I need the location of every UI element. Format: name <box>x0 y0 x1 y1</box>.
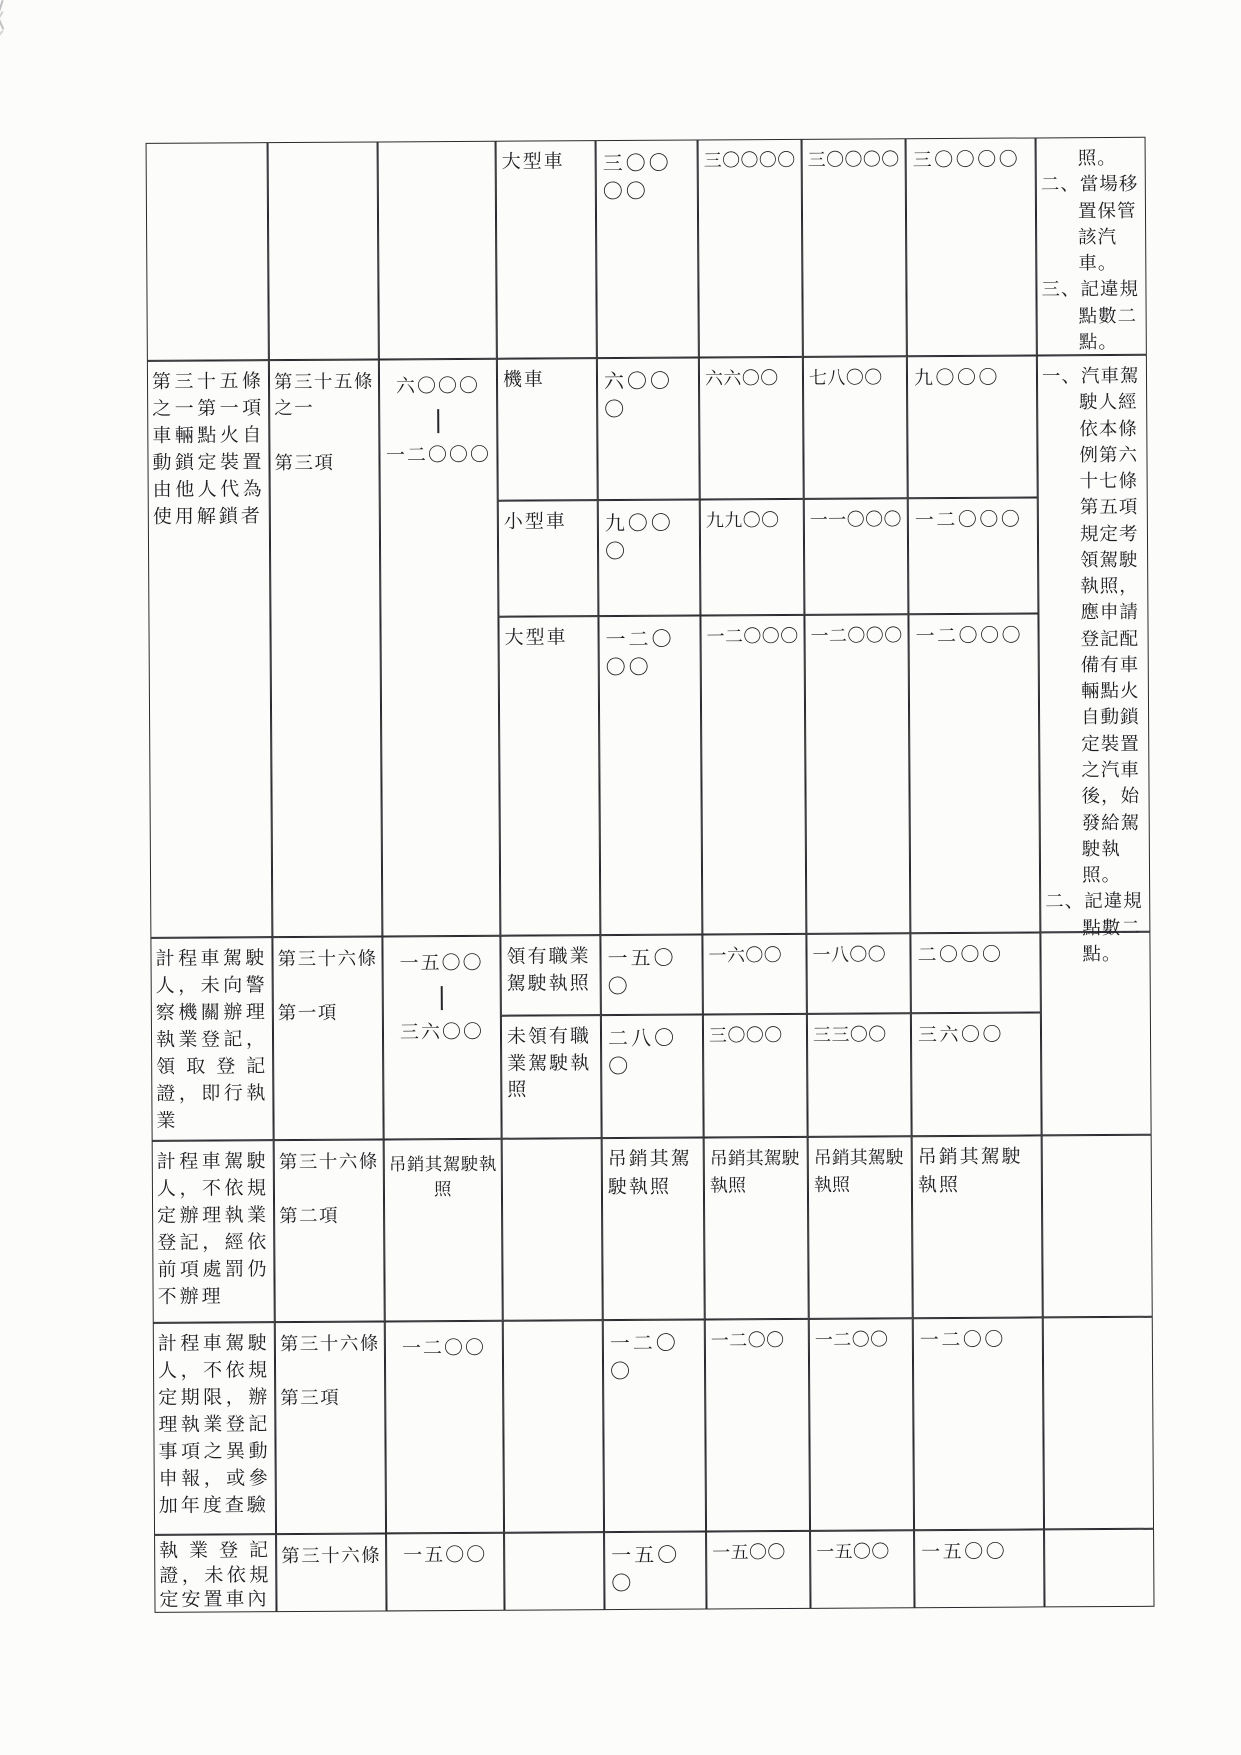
cell-notes-empty <box>1040 932 1151 1136</box>
cell-fine-amount: 一二〇〇〇 <box>598 616 702 936</box>
note-item: 二、當場移置保管該汽車。 <box>1040 174 1139 275</box>
cell-fine-amount: 三〇〇〇〇 <box>906 137 1037 356</box>
cell-notes-empty <box>1044 1529 1154 1608</box>
cell-vehicle-type-empty <box>504 1532 604 1611</box>
cell-fine-amount: 一五〇〇 <box>914 1529 1044 1608</box>
note-item: 二、記違規點數二點。 <box>1045 891 1143 966</box>
cell-fine-amount: 一二〇〇 <box>913 1317 1044 1530</box>
cell-violation: 計程車駕駛人，不依規定期限，辦理執業登記事項之異動申報，或參加年度查驗 <box>153 1322 276 1535</box>
cell-violation: 計程車駕駛人，未向警察機關辦理執業登記，領取登記證，即行執業 <box>150 937 273 1141</box>
cell-notes-empty <box>1043 1317 1154 1530</box>
cell-vehicle-type: 小型車 <box>498 500 599 617</box>
cell-fine-amount: 一二〇〇〇 <box>908 497 1039 614</box>
fine-range-min: 一五〇〇 <box>399 951 484 975</box>
cell-article <box>276 1533 386 1612</box>
cell-fine-amount: 二八〇〇 <box>601 1014 704 1138</box>
cell-notes <box>1036 137 1147 356</box>
cell-fine-amount: 吊銷其駕駛執照 <box>912 1135 1043 1318</box>
cell-fine-range <box>382 936 501 1140</box>
cell-vehicle-type: 機車 <box>497 358 598 501</box>
cell-article <box>272 936 383 1140</box>
cell-license-status: 領有職業駕駛執照 <box>500 935 600 1016</box>
cell-fine-amount: 九〇〇〇 <box>907 355 1038 498</box>
note-item: 三、記違規點數二點。 <box>1041 279 1140 354</box>
cell-article <box>274 1139 385 1322</box>
cell-license-status: 未領有職業駕駛執照 <box>501 1015 602 1139</box>
cell-fine-amount: 吊銷其駕駛執照 <box>704 1137 809 1320</box>
cell-fine-amount: 一五〇〇 <box>604 1531 706 1610</box>
cell-fine-amount: 吊銷其駕駛執照 <box>808 1136 913 1319</box>
cell-fine-amount: 九〇〇〇 <box>598 500 701 617</box>
cell-fine-range <box>379 359 501 937</box>
cell-fine-amount: 一八〇〇 <box>806 933 910 1014</box>
cell-fine-amount: 一一〇〇〇 <box>804 498 909 615</box>
cell-notes-empty <box>1042 1135 1153 1318</box>
article-number: 第三十六條 <box>278 1151 379 1174</box>
cell-notes <box>1037 355 1151 966</box>
range-dash <box>437 409 439 433</box>
note-continuation: 照。 <box>1077 147 1117 170</box>
cell-violation-empty <box>146 142 269 361</box>
article-number: 第三十六條 <box>277 948 378 971</box>
cell-fine-amount: 一二〇〇 <box>809 1318 914 1531</box>
article-number: 第三十五條之一 <box>273 371 375 420</box>
cell-violation: 執業登記證，未依規定安置車內 <box>154 1534 276 1613</box>
article-paragraph: 第二項 <box>279 1205 340 1228</box>
cell-fine-amount: 一六〇〇 <box>702 934 806 1015</box>
cell-article-empty <box>268 141 379 360</box>
cell-fine-amount: 九九〇〇 <box>700 499 805 616</box>
cell-vehicle-type-empty <box>503 1320 604 1533</box>
cell-fine-amount: 一二〇〇 <box>603 1319 706 1532</box>
cell-fine-amount: 一二〇〇〇 <box>700 615 806 935</box>
cell-article <box>275 1321 386 1534</box>
cell-vehicle-type: 大型車 <box>496 140 597 359</box>
article-paragraph: 第三項 <box>274 452 335 474</box>
cell-fine-amount: 一五〇〇 <box>600 934 702 1015</box>
cell-fine-range-empty <box>378 141 497 360</box>
cell-fine-amount: 六六〇〇 <box>699 357 804 500</box>
range-dash <box>441 986 443 1010</box>
cell-violation: 計程車駕駛人，不依規定辦理執業登記，經依前項處罰仍不辦理 <box>152 1140 275 1323</box>
cell-fine-amount: 六〇〇〇 <box>597 358 700 501</box>
cell-fine-amount: 三〇〇〇〇 <box>802 138 907 357</box>
article-paragraph: 第一項 <box>277 1002 338 1025</box>
cell-fine-amount: 二〇〇〇 <box>910 932 1040 1013</box>
fine-range-max: 三六〇〇 <box>399 1020 485 1043</box>
cell-fine-amount: 一二〇〇〇 <box>804 614 910 934</box>
article-number: 第三十六條 <box>281 1545 382 1568</box>
cell-fine-amount: 一二〇〇〇 <box>908 613 1040 933</box>
cell-fine-amount: 一五〇〇 <box>810 1530 914 1609</box>
cell-penalty: 一二〇〇 <box>385 1321 504 1534</box>
fine-range-max: 一二〇〇〇 <box>385 443 492 467</box>
cell-penalty: 一五〇〇 <box>386 1533 504 1612</box>
cell-article <box>269 359 383 937</box>
article-paragraph: 第三項 <box>280 1387 341 1410</box>
cell-vehicle-type-empty <box>502 1138 603 1321</box>
cell-violation: 第三十五條之一第一項車輛點火自動鎖定裝置由他人代為使用解鎖者 <box>147 360 273 938</box>
article-number: 第三十六條 <box>279 1333 380 1356</box>
cell-penalty: 吊銷其駕駛執照 <box>384 1139 503 1322</box>
cell-fine-amount: 三〇〇〇〇 <box>596 140 699 359</box>
cell-vehicle-type: 大型車 <box>498 616 600 936</box>
cell-fine-amount: 三三〇〇 <box>807 1013 912 1137</box>
fine-range-min: 六〇〇〇 <box>395 374 481 398</box>
cell-fine-amount: 一二〇〇 <box>705 1319 810 1532</box>
cell-fine-amount: 七八〇〇 <box>803 356 908 499</box>
note-item: 一、汽車駕駛人經依本條例第六十七條第五項規定考領駕駛執照，應申請登記配備有車輛點火自動鎖定裝置之汽車後，始發給駕駛執照。 <box>1041 365 1141 887</box>
cell-fine-amount: 一五〇〇 <box>706 1531 810 1610</box>
cell-fine-amount: 三〇〇〇 <box>703 1014 808 1138</box>
cell-fine-amount: 三六〇〇 <box>911 1012 1042 1136</box>
cell-fine-amount: 吊銷其駕駛執照 <box>602 1137 705 1320</box>
cell-fine-amount: 三〇〇〇〇 <box>698 139 803 358</box>
